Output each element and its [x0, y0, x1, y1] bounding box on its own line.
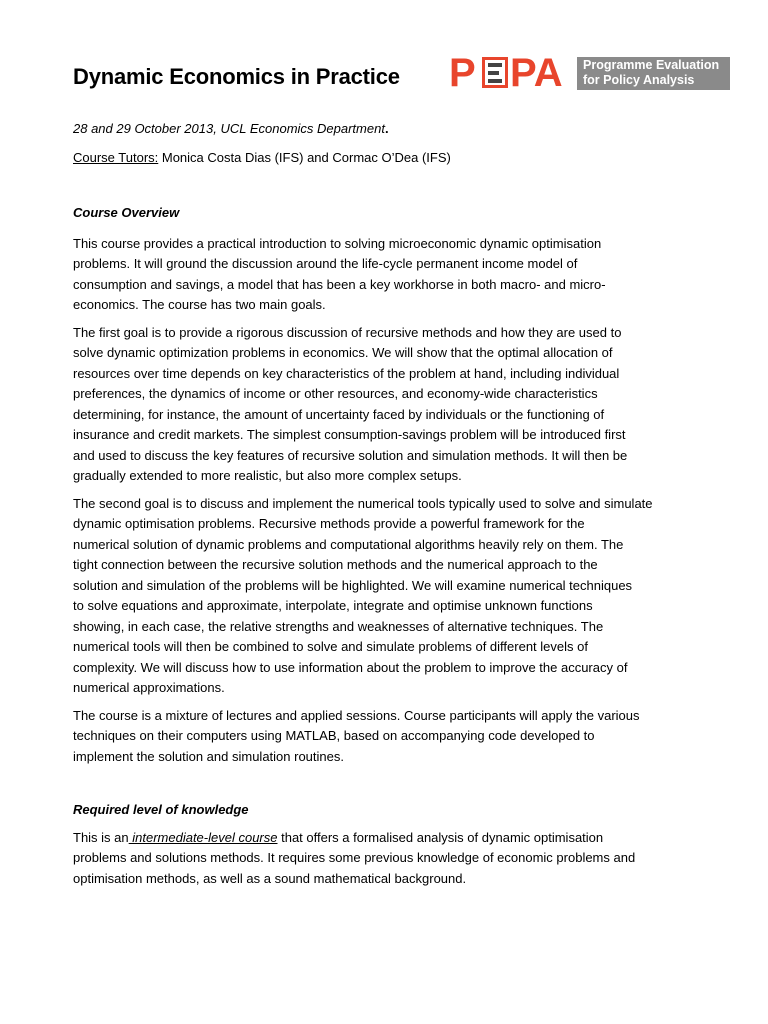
- paragraph-line: solution and simulation of the problems will be highlighted. We will examine numerical techniques: [73, 577, 633, 593]
- logo-letters-pa: PA: [510, 51, 563, 95]
- paragraph-line: optimisation methods, as well as a sound mathematical background.: [73, 870, 467, 886]
- overview-paragraph-4: [73, 706, 713, 768]
- paragraph-line: resources over time depends on key characteristics of the problem at hand, including individual: [73, 365, 620, 381]
- paragraph-line: problems. It will ground the discussion around the life-cycle permanent income model of: [73, 256, 578, 271]
- paragraph-line: numerical approximations.: [73, 680, 225, 695]
- paragraph-line: determining, for instance, the amount of uncertainty faced by individuals or the functioning of: [73, 406, 605, 422]
- course-tutors-value: Monica Costa Dias (IFS) and Cormac O’Dea (IFS): [158, 150, 451, 165]
- logo-letter-p: P: [449, 51, 476, 95]
- course-date-line: [73, 121, 389, 136]
- paragraph-line: gradually extended to more realistic, but also more complex setups.: [73, 468, 462, 483]
- paragraph-line: dynamic optimisation problems. Recursive methods provide a powerful framework for the: [73, 516, 585, 531]
- logo-tagline-line2: for Policy Analysis: [583, 73, 695, 87]
- required-knowledge-section: [73, 800, 713, 889]
- paragraph-line: problems and solutions methods. It requires some previous knowledge of economic problems and: [73, 850, 636, 865]
- paragraph-line: consumption and savings, a model that has been a key workhorse in both macro- and micro-: [73, 276, 606, 292]
- paragraph-line: to solve equations and approximate, interpolate, integrate and optimise unknown functions: [73, 598, 593, 613]
- logo-tagline-box: [577, 57, 730, 90]
- overview-paragraph-2: [73, 323, 713, 487]
- paragraph-line: showing, in each case, the relative strengths and weaknesses of alternative techniques. The: [73, 618, 604, 634]
- logo-letter-e-icon: [482, 57, 508, 88]
- paragraph-line: economics. The course has two main goals.: [73, 297, 326, 312]
- paragraph-line: complexity. We will discuss how to use information about the problem to improve the accuracy of: [73, 659, 628, 675]
- course-date-text: 28 and 29 October 2013, UCL Economics Department: [73, 121, 385, 136]
- required-knowledge-heading: Required level of knowledge: [73, 802, 249, 817]
- paragraph-line: insurance and credit markets. The simplest consumption-savings problem will be introduced first: [73, 427, 626, 442]
- course-overview-section: [73, 203, 713, 767]
- overview-paragraph-3: [73, 494, 713, 699]
- course-tutors-label: Course Tutors:: [73, 150, 159, 165]
- paragraph-line: [73, 828, 713, 849]
- paragraph-line: The first goal is to provide a rigorous discussion of recursive methods and how they are used to: [73, 324, 622, 340]
- paragraph-line: implement the solution and simulation routines.: [73, 748, 344, 764]
- paragraph-line: This course provides a practical introduction to solving microeconomic dynamic optimisation: [73, 235, 602, 251]
- course-tutors-line: [73, 150, 451, 165]
- paragraph-line: and used to discuss the key features of recursive solution and simulation methods. It will then be: [73, 447, 628, 463]
- paragraph-line: The course is a mixture of lectures and applied sessions. Course participants will apply the various: [73, 707, 640, 723]
- intermediate-level-course-link[interactable]: intermediate-level course: [128, 829, 278, 845]
- document-title: Dynamic Economics in Practice: [73, 64, 400, 89]
- paragraph-line: numerical solution of dynamic problems and computational algorithms heavily rely on them. The: [73, 536, 624, 552]
- paragraph-line: numerical tools will then be combined to solve and simulate problems of different levels of: [73, 639, 588, 654]
- overview-paragraph-1: [73, 234, 713, 316]
- course-date-period: .: [384, 121, 389, 136]
- course-overview-heading: Course Overview: [73, 205, 180, 220]
- required-knowledge-paragraph: [73, 828, 713, 890]
- paragraph-line: solve dynamic optimization problems in economics. We will show that the optimal allocation of: [73, 345, 613, 360]
- knowledge-intro-suffix: that offers a formalised analysis of dynamic optimisation: [277, 829, 604, 845]
- paragraph-line: preferences, the dynamics of income or other resources, and economy-wide characteristics: [73, 386, 598, 401]
- paragraph-line: The second goal is to discuss and implement the numerical tools typically used to solve and simulate: [73, 495, 653, 511]
- paragraph-line: techniques on their computers using MATLAB, based on accompanying code developed to: [73, 728, 595, 743]
- logo-tagline-line1: Programme Evaluation: [583, 58, 720, 72]
- knowledge-intro-prefix: This is an: [73, 829, 129, 845]
- paragraph-line: tight connection between the recursive solution methods and the numerical approach to the: [73, 557, 598, 572]
